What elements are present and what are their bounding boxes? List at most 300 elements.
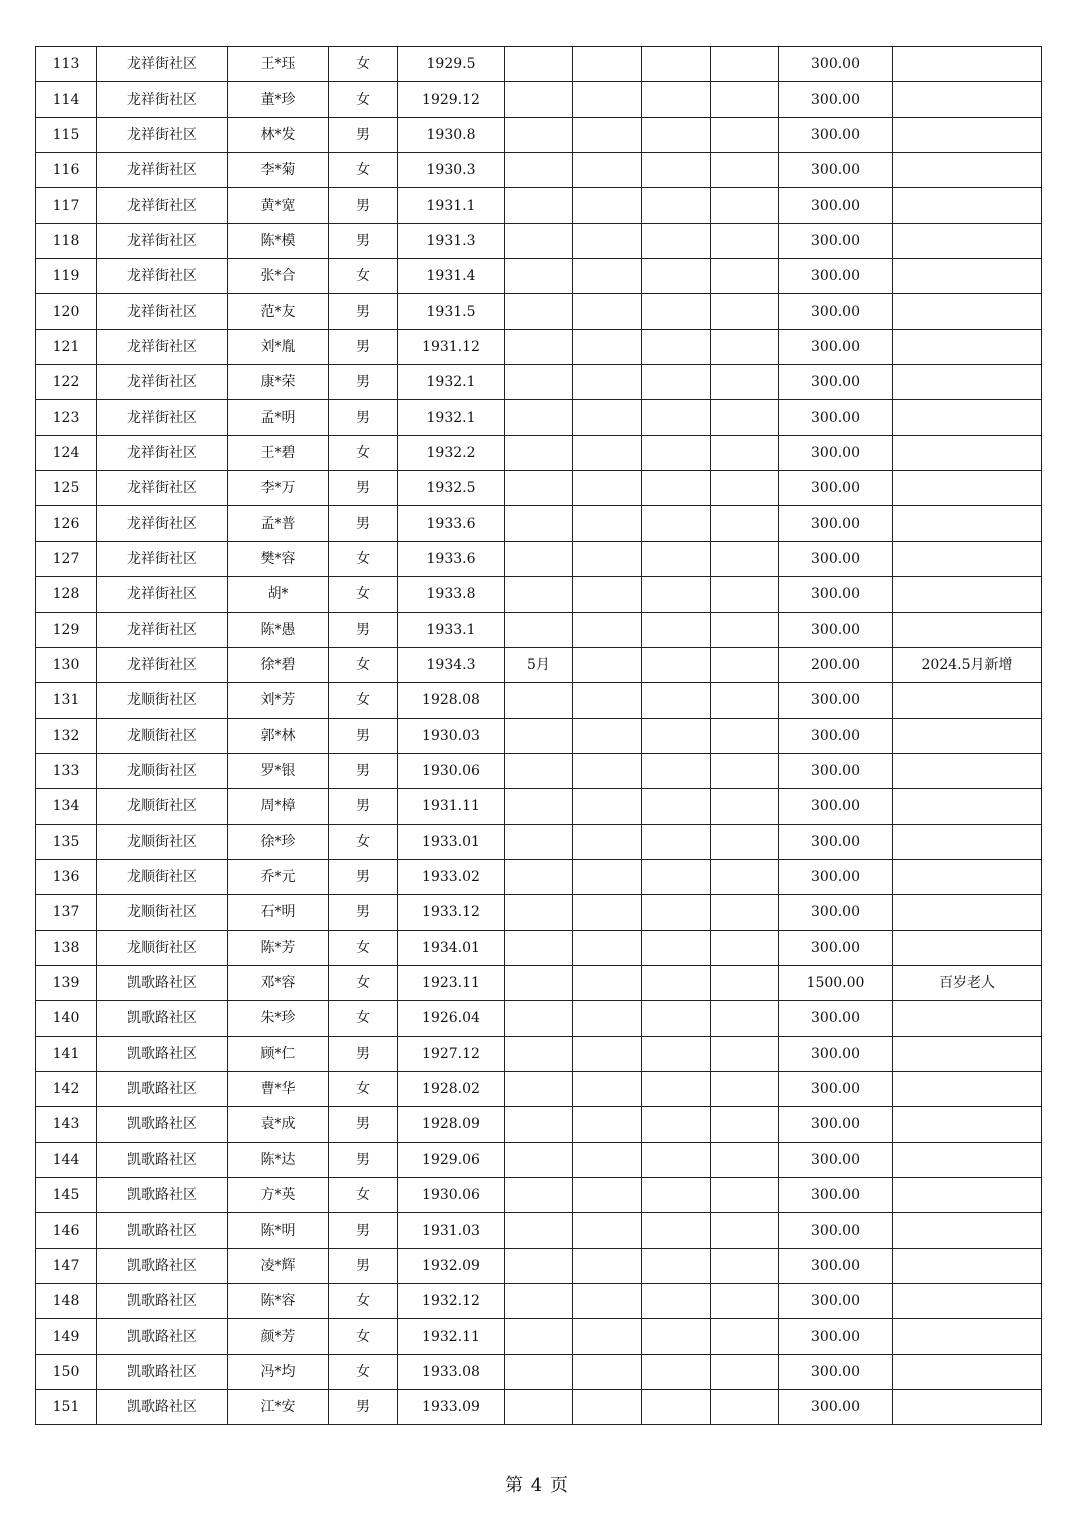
cell-note (893, 153, 1042, 188)
cell-blank-2 (573, 471, 642, 506)
cell-blank-4 (711, 259, 779, 294)
cell-gender: 男 (329, 859, 398, 894)
table-row (36, 541, 1042, 576)
cell-blank-4 (711, 965, 779, 1000)
cell-note (893, 1248, 1042, 1283)
cell-serial-number: 134 (36, 789, 97, 824)
cell-gender: 男 (329, 400, 398, 435)
cell-amount: 300.00 (779, 1248, 893, 1283)
cell-blank-3 (642, 400, 711, 435)
cell-birth-date: 1933.6 (398, 506, 505, 541)
cell-blank-4 (711, 683, 779, 718)
cell-name: 袁*成 (228, 1107, 329, 1142)
cell-note (893, 1213, 1042, 1248)
cell-birth-date: 1931.12 (398, 329, 505, 364)
cell-blank-4 (711, 294, 779, 329)
cell-note (893, 1354, 1042, 1389)
cell-note (893, 718, 1042, 753)
cell-birth-date: 1929.12 (398, 82, 505, 117)
table-row (36, 188, 1042, 223)
cell-community: 龙祥街社区 (97, 612, 228, 647)
cell-serial-number: 117 (36, 188, 97, 223)
cell-note (893, 1036, 1042, 1071)
cell-month (505, 824, 573, 859)
cell-month (505, 859, 573, 894)
cell-blank-2 (573, 435, 642, 470)
cell-name: 樊*容 (228, 541, 329, 576)
cell-gender: 女 (329, 577, 398, 612)
cell-name: 徐*碧 (228, 647, 329, 682)
table-row (36, 1354, 1042, 1389)
cell-month (505, 294, 573, 329)
cell-gender: 男 (329, 612, 398, 647)
cell-serial-number: 127 (36, 541, 97, 576)
cell-community: 龙顺街社区 (97, 718, 228, 753)
cell-serial-number: 145 (36, 1178, 97, 1213)
cell-serial-number: 143 (36, 1107, 97, 1142)
cell-amount: 300.00 (779, 188, 893, 223)
cell-name: 林*发 (228, 117, 329, 152)
cell-serial-number: 149 (36, 1319, 97, 1354)
cell-blank-2 (573, 1071, 642, 1106)
cell-blank-3 (642, 117, 711, 152)
cell-blank-2 (573, 1248, 642, 1283)
cell-gender: 女 (329, 153, 398, 188)
cell-blank-3 (642, 471, 711, 506)
cell-name: 顾*仁 (228, 1036, 329, 1071)
table-row (36, 117, 1042, 152)
cell-serial-number: 132 (36, 718, 97, 753)
table-row (36, 365, 1042, 400)
cell-community: 凯歌路社区 (97, 1284, 228, 1319)
cell-blank-4 (711, 824, 779, 859)
table-row (36, 47, 1042, 82)
cell-amount: 300.00 (779, 329, 893, 364)
cell-blank-3 (642, 683, 711, 718)
cell-note (893, 435, 1042, 470)
cell-blank-4 (711, 365, 779, 400)
cell-note (893, 471, 1042, 506)
cell-amount: 300.00 (779, 683, 893, 718)
cell-amount: 300.00 (779, 1319, 893, 1354)
cell-blank-4 (711, 1107, 779, 1142)
cell-name: 张*合 (228, 259, 329, 294)
cell-name: 王*碧 (228, 435, 329, 470)
cell-amount: 300.00 (779, 859, 893, 894)
cell-blank-4 (711, 400, 779, 435)
page-number: 第 4 页 (505, 1475, 569, 1496)
table-row (36, 294, 1042, 329)
cell-note (893, 541, 1042, 576)
cell-blank-3 (642, 153, 711, 188)
cell-community: 凯歌路社区 (97, 1178, 228, 1213)
cell-amount: 300.00 (779, 1036, 893, 1071)
cell-month (505, 930, 573, 965)
cell-birth-date: 1934.3 (398, 647, 505, 682)
cell-name: 陈*容 (228, 1284, 329, 1319)
cell-month (505, 1071, 573, 1106)
cell-birth-date: 1933.1 (398, 612, 505, 647)
cell-birth-date: 1927.12 (398, 1036, 505, 1071)
cell-serial-number: 115 (36, 117, 97, 152)
cell-blank-4 (711, 1142, 779, 1177)
cell-note (893, 82, 1042, 117)
cell-blank-4 (711, 647, 779, 682)
cell-blank-2 (573, 1213, 642, 1248)
cell-serial-number: 151 (36, 1390, 97, 1425)
cell-blank-4 (711, 47, 779, 82)
cell-amount: 300.00 (779, 1001, 893, 1036)
cell-serial-number: 144 (36, 1142, 97, 1177)
cell-blank-2 (573, 965, 642, 1000)
cell-gender: 女 (329, 1071, 398, 1106)
cell-month (505, 471, 573, 506)
cell-blank-3 (642, 223, 711, 258)
cell-blank-3 (642, 259, 711, 294)
cell-blank-2 (573, 718, 642, 753)
cell-community: 龙顺街社区 (97, 895, 228, 930)
cell-birth-date: 1930.03 (398, 718, 505, 753)
cell-blank-2 (573, 506, 642, 541)
cell-blank-2 (573, 1001, 642, 1036)
cell-blank-2 (573, 577, 642, 612)
cell-serial-number: 141 (36, 1036, 97, 1071)
cell-name: 陈*芳 (228, 930, 329, 965)
cell-gender: 男 (329, 1390, 398, 1425)
cell-amount: 300.00 (779, 718, 893, 753)
cell-serial-number: 148 (36, 1284, 97, 1319)
cell-name: 董*珍 (228, 82, 329, 117)
cell-gender: 男 (329, 365, 398, 400)
cell-community: 龙顺街社区 (97, 930, 228, 965)
table-row (36, 930, 1042, 965)
cell-amount: 300.00 (779, 1142, 893, 1177)
cell-birth-date: 1932.1 (398, 365, 505, 400)
cell-blank-3 (642, 577, 711, 612)
cell-month (505, 789, 573, 824)
table-row (36, 824, 1042, 859)
cell-blank-2 (573, 859, 642, 894)
cell-serial-number: 113 (36, 47, 97, 82)
cell-birth-date: 1929.06 (398, 1142, 505, 1177)
cell-blank-3 (642, 647, 711, 682)
cell-note (893, 859, 1042, 894)
cell-community: 凯歌路社区 (97, 1107, 228, 1142)
table-body (36, 47, 1042, 1425)
cell-serial-number: 123 (36, 400, 97, 435)
table-row (36, 329, 1042, 364)
cell-serial-number: 116 (36, 153, 97, 188)
cell-community: 龙祥街社区 (97, 577, 228, 612)
cell-serial-number: 124 (36, 435, 97, 470)
cell-name: 康*荣 (228, 365, 329, 400)
cell-month (505, 1107, 573, 1142)
cell-blank-4 (711, 789, 779, 824)
cell-blank-2 (573, 753, 642, 788)
cell-amount: 300.00 (779, 895, 893, 930)
cell-blank-2 (573, 683, 642, 718)
cell-blank-4 (711, 612, 779, 647)
table-row (36, 718, 1042, 753)
cell-amount: 200.00 (779, 647, 893, 682)
cell-blank-3 (642, 1071, 711, 1106)
cell-blank-3 (642, 541, 711, 576)
table-row (36, 1284, 1042, 1319)
table-row (36, 683, 1042, 718)
cell-blank-3 (642, 859, 711, 894)
table-row (36, 965, 1042, 1000)
cell-blank-2 (573, 82, 642, 117)
cell-birth-date: 1930.06 (398, 753, 505, 788)
table-row (36, 1390, 1042, 1425)
cell-community: 龙祥街社区 (97, 82, 228, 117)
table-row (36, 506, 1042, 541)
cell-serial-number: 135 (36, 824, 97, 859)
cell-blank-4 (711, 471, 779, 506)
cell-amount: 300.00 (779, 153, 893, 188)
cell-birth-date: 1932.12 (398, 1284, 505, 1319)
cell-note (893, 400, 1042, 435)
cell-note (893, 506, 1042, 541)
cell-amount: 300.00 (779, 577, 893, 612)
cell-blank-2 (573, 930, 642, 965)
cell-blank-3 (642, 753, 711, 788)
cell-blank-4 (711, 223, 779, 258)
cell-amount: 300.00 (779, 789, 893, 824)
cell-note (893, 683, 1042, 718)
cell-birth-date: 1930.8 (398, 117, 505, 152)
table-row (36, 859, 1042, 894)
cell-gender: 女 (329, 683, 398, 718)
cell-gender: 男 (329, 1248, 398, 1283)
cell-blank-4 (711, 1213, 779, 1248)
cell-name: 李*万 (228, 471, 329, 506)
cell-gender: 男 (329, 1107, 398, 1142)
cell-blank-4 (711, 1354, 779, 1389)
table-row (36, 1248, 1042, 1283)
cell-blank-4 (711, 117, 779, 152)
cell-note (893, 1319, 1042, 1354)
cell-note (893, 577, 1042, 612)
cell-name: 方*英 (228, 1178, 329, 1213)
cell-community: 龙祥街社区 (97, 400, 228, 435)
table-row (36, 789, 1042, 824)
cell-gender: 男 (329, 294, 398, 329)
cell-blank-2 (573, 1390, 642, 1425)
cell-blank-2 (573, 294, 642, 329)
cell-amount: 300.00 (779, 259, 893, 294)
cell-amount: 300.00 (779, 365, 893, 400)
cell-birth-date: 1933.08 (398, 1354, 505, 1389)
cell-name: 罗*银 (228, 753, 329, 788)
cell-month (505, 259, 573, 294)
cell-serial-number: 128 (36, 577, 97, 612)
cell-blank-4 (711, 329, 779, 364)
cell-amount: 300.00 (779, 753, 893, 788)
cell-serial-number: 114 (36, 82, 97, 117)
cell-gender: 女 (329, 1354, 398, 1389)
cell-amount: 300.00 (779, 824, 893, 859)
cell-name: 王*珏 (228, 47, 329, 82)
cell-month (505, 753, 573, 788)
cell-gender: 男 (329, 789, 398, 824)
cell-birth-date: 1926.04 (398, 1001, 505, 1036)
cell-amount: 300.00 (779, 1071, 893, 1106)
cell-note (893, 824, 1042, 859)
cell-birth-date: 1932.09 (398, 1248, 505, 1283)
cell-community: 凯歌路社区 (97, 1036, 228, 1071)
cell-month (505, 1248, 573, 1283)
cell-community: 龙顺街社区 (97, 824, 228, 859)
table-row (36, 471, 1042, 506)
cell-amount: 300.00 (779, 1390, 893, 1425)
cell-gender: 女 (329, 1319, 398, 1354)
cell-community: 龙祥街社区 (97, 329, 228, 364)
cell-amount: 300.00 (779, 400, 893, 435)
cell-name: 颜*芳 (228, 1319, 329, 1354)
cell-community: 凯歌路社区 (97, 1248, 228, 1283)
cell-amount: 300.00 (779, 223, 893, 258)
cell-birth-date: 1932.1 (398, 400, 505, 435)
cell-note (893, 753, 1042, 788)
cell-serial-number: 139 (36, 965, 97, 1000)
cell-blank-2 (573, 647, 642, 682)
cell-blank-4 (711, 506, 779, 541)
cell-month (505, 965, 573, 1000)
cell-blank-2 (573, 895, 642, 930)
cell-month (505, 1284, 573, 1319)
cell-amount: 300.00 (779, 1178, 893, 1213)
cell-name: 周*樟 (228, 789, 329, 824)
cell-blank-2 (573, 259, 642, 294)
cell-gender: 女 (329, 1284, 398, 1319)
cell-blank-3 (642, 930, 711, 965)
cell-community: 龙顺街社区 (97, 683, 228, 718)
cell-blank-2 (573, 541, 642, 576)
cell-amount: 300.00 (779, 506, 893, 541)
cell-blank-4 (711, 859, 779, 894)
cell-blank-4 (711, 1036, 779, 1071)
cell-name: 郭*林 (228, 718, 329, 753)
cell-amount: 300.00 (779, 471, 893, 506)
cell-month (505, 1213, 573, 1248)
cell-month (505, 612, 573, 647)
cell-name: 陈*愚 (228, 612, 329, 647)
cell-gender: 女 (329, 930, 398, 965)
cell-amount: 300.00 (779, 82, 893, 117)
cell-blank-3 (642, 1354, 711, 1389)
cell-name: 乔*元 (228, 859, 329, 894)
cell-blank-3 (642, 365, 711, 400)
cell-blank-4 (711, 718, 779, 753)
cell-community: 凯歌路社区 (97, 965, 228, 1000)
cell-gender: 男 (329, 1213, 398, 1248)
cell-name: 徐*珍 (228, 824, 329, 859)
cell-month (505, 329, 573, 364)
table-row (36, 1001, 1042, 1036)
cell-amount: 300.00 (779, 930, 893, 965)
cell-blank-4 (711, 541, 779, 576)
cell-gender: 男 (329, 188, 398, 223)
table-row (36, 82, 1042, 117)
cell-blank-3 (642, 1390, 711, 1425)
cell-name: 范*友 (228, 294, 329, 329)
cell-month (505, 1319, 573, 1354)
cell-name: 曹*华 (228, 1071, 329, 1106)
cell-month (505, 223, 573, 258)
table-row (36, 647, 1042, 682)
cell-name: 刘*胤 (228, 329, 329, 364)
cell-serial-number: 125 (36, 471, 97, 506)
cell-blank-3 (642, 612, 711, 647)
cell-name: 陈*模 (228, 223, 329, 258)
cell-birth-date: 1932.2 (398, 435, 505, 470)
cell-gender: 男 (329, 1142, 398, 1177)
cell-name: 陈*达 (228, 1142, 329, 1177)
cell-birth-date: 1934.01 (398, 930, 505, 965)
cell-blank-3 (642, 789, 711, 824)
cell-gender: 男 (329, 1036, 398, 1071)
cell-community: 龙祥街社区 (97, 47, 228, 82)
cell-birth-date: 1931.5 (398, 294, 505, 329)
cell-serial-number: 129 (36, 612, 97, 647)
cell-birth-date: 1933.6 (398, 541, 505, 576)
cell-note (893, 47, 1042, 82)
cell-birth-date: 1929.5 (398, 47, 505, 82)
cell-month (505, 1178, 573, 1213)
cell-name: 邓*容 (228, 965, 329, 1000)
table-row (36, 1319, 1042, 1354)
cell-blank-4 (711, 1001, 779, 1036)
cell-gender: 男 (329, 753, 398, 788)
cell-month (505, 683, 573, 718)
cell-blank-2 (573, 612, 642, 647)
cell-birth-date: 1928.02 (398, 1071, 505, 1106)
cell-blank-4 (711, 930, 779, 965)
table-row (36, 1071, 1042, 1106)
cell-note (893, 329, 1042, 364)
cell-birth-date: 1930.06 (398, 1178, 505, 1213)
cell-birth-date: 1933.09 (398, 1390, 505, 1425)
cell-community: 凯歌路社区 (97, 1354, 228, 1389)
cell-community: 龙祥街社区 (97, 117, 228, 152)
cell-month (505, 1354, 573, 1389)
table-row (36, 577, 1042, 612)
cell-blank-3 (642, 965, 711, 1000)
table-row (36, 612, 1042, 647)
table-row (36, 1213, 1042, 1248)
cell-birth-date: 1933.01 (398, 824, 505, 859)
cell-month (505, 82, 573, 117)
cell-blank-4 (711, 82, 779, 117)
table-row (36, 259, 1042, 294)
cell-name: 胡* (228, 577, 329, 612)
cell-community: 龙顺街社区 (97, 859, 228, 894)
cell-birth-date: 1931.11 (398, 789, 505, 824)
cell-month: 5月 (505, 647, 573, 682)
cell-birth-date: 1933.02 (398, 859, 505, 894)
cell-note (893, 1142, 1042, 1177)
cell-note (893, 1178, 1042, 1213)
cell-gender: 女 (329, 1001, 398, 1036)
cell-gender: 男 (329, 329, 398, 364)
cell-serial-number: 131 (36, 683, 97, 718)
cell-blank-2 (573, 1354, 642, 1389)
cell-note (893, 1284, 1042, 1319)
cell-community: 龙祥街社区 (97, 223, 228, 258)
cell-blank-2 (573, 1319, 642, 1354)
table-row (36, 400, 1042, 435)
